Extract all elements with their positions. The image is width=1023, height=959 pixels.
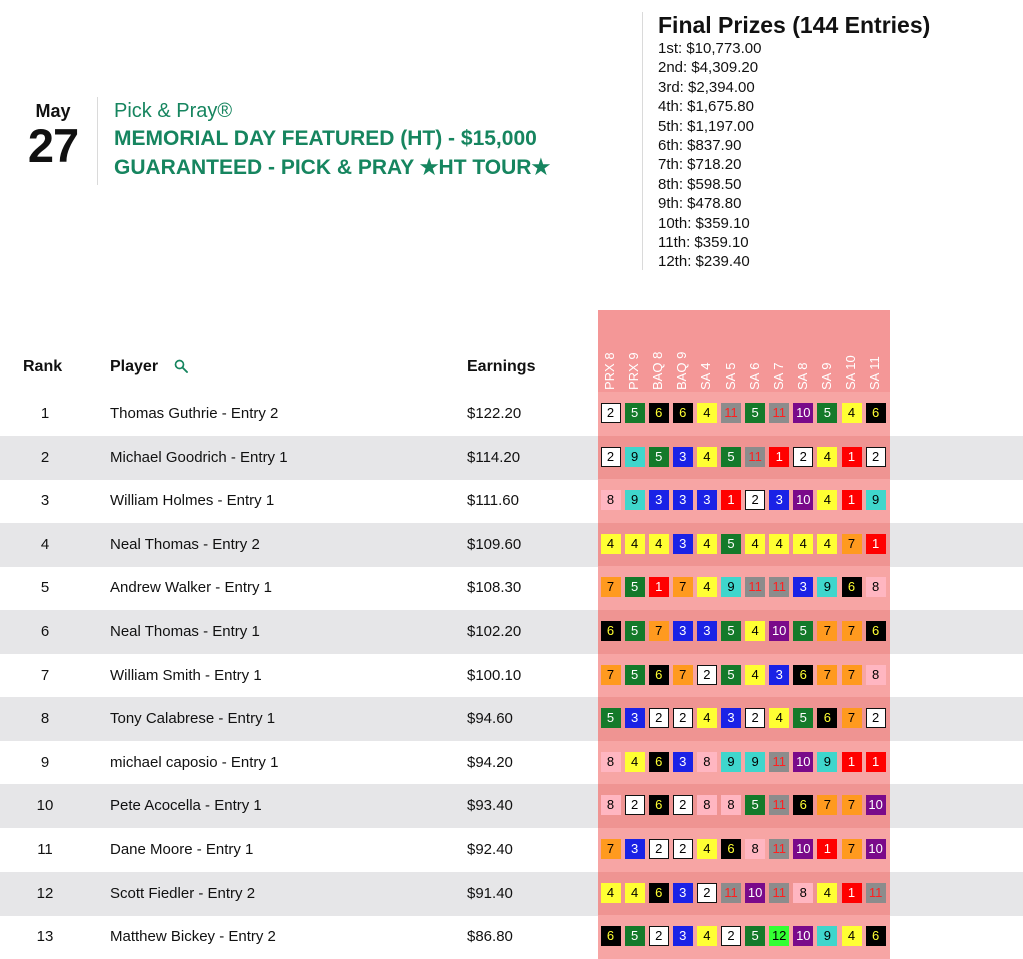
pick-badge: 7 — [817, 621, 837, 641]
prize-line: 1st: $10,773.00 — [658, 40, 762, 57]
pick-badge: 7 — [601, 839, 621, 859]
earnings-cell: $92.40 — [467, 841, 513, 858]
rank-header[interactable]: Rank — [23, 358, 63, 375]
pick-badge: 11 — [745, 577, 765, 597]
prize-line: 2nd: $4,309.20 — [658, 59, 759, 77]
pick-badge: 11 — [721, 403, 741, 423]
table-row[interactable] — [0, 741, 1023, 785]
pick-badge: 5 — [625, 621, 645, 641]
pick-badge: 5 — [745, 403, 765, 423]
pick-badge: 11 — [769, 839, 789, 859]
pick-badge: 1 — [769, 447, 789, 467]
pick-badge: 6 — [649, 795, 669, 815]
rank-cell: 12 — [36, 884, 54, 902]
pick-badge: 7 — [673, 665, 693, 685]
pick-badge: 4 — [625, 534, 645, 554]
contest-title-line-2: GUARANTEED - PICK & PRAY ★HT TOUR★ — [114, 156, 551, 179]
earnings-cell: $86.80 — [467, 928, 513, 946]
earnings-cell: $94.20 — [467, 753, 513, 771]
pick-badge: 5 — [601, 708, 621, 728]
table-row[interactable] — [0, 566, 1023, 610]
pick-badge: 3 — [793, 577, 813, 597]
pick-badge: 6 — [866, 926, 886, 946]
pick-badge: 3 — [673, 447, 693, 467]
pick-badge: 7 — [842, 621, 862, 641]
pick-badge: 7 — [842, 708, 862, 728]
pick-badge: 2 — [866, 447, 886, 467]
table-row[interactable] — [0, 654, 1023, 698]
pick-badge: 2 — [649, 839, 669, 859]
pick-badge: 8 — [793, 883, 813, 903]
pick-badge: 1 — [649, 577, 669, 597]
pick-badge: 2 — [601, 403, 621, 423]
pick-badge: 9 — [745, 752, 765, 772]
pick-badge: 12 — [769, 926, 789, 946]
rank-cell: 8 — [40, 710, 50, 728]
pick-badge: 10 — [793, 926, 813, 946]
pick-badge: 4 — [697, 926, 717, 946]
player-name[interactable]: Neal Thomas - Entry 1 — [110, 623, 260, 640]
pick-badge: 2 — [673, 795, 693, 815]
earnings-cell: $122.20 — [467, 405, 522, 422]
pick-badge: 5 — [817, 403, 837, 423]
race-label: BAQ 8 — [650, 351, 666, 390]
prize-line: 12th: $239.40 — [658, 253, 750, 271]
pick-badge: 9 — [817, 577, 837, 597]
pick-badge: 10 — [793, 839, 813, 859]
pick-badge: 4 — [697, 534, 717, 554]
pick-badge: 2 — [721, 926, 741, 946]
rank-cell: 3 — [40, 492, 50, 510]
prizes-title: Final Prizes (144 Entries) — [658, 12, 931, 38]
pick-badge: 2 — [793, 447, 813, 467]
pick-badge: 1 — [866, 752, 886, 772]
earnings-cell: $111.60 — [467, 492, 519, 510]
pick-badge: 9 — [625, 490, 645, 510]
earnings-cell: $93.40 — [467, 797, 513, 815]
pick-badge: 1 — [817, 839, 837, 859]
pick-badge: 1 — [866, 534, 886, 554]
pick-badge: 4 — [697, 839, 717, 859]
player-name[interactable]: William Smith - Entry 1 — [110, 666, 262, 684]
earnings-cell: $108.30 — [467, 579, 522, 597]
rank-cell: 6 — [40, 623, 50, 640]
pick-badge: 10 — [793, 752, 813, 772]
race-label: PRX 9 — [626, 352, 642, 390]
rank-cell: 2 — [40, 448, 50, 466]
pick-badge: 10 — [793, 490, 813, 510]
pick-badge: 1 — [842, 752, 862, 772]
rank-cell: 5 — [40, 579, 50, 597]
pick-badge: 3 — [697, 621, 717, 641]
pick-badge: 4 — [601, 534, 621, 554]
table-row[interactable] — [0, 828, 1023, 872]
race-label: SA 10 — [843, 355, 858, 390]
prize-line: 9th: $478.80 — [658, 195, 742, 213]
pick-badge: 6 — [842, 577, 862, 597]
pick-badge: 11 — [721, 883, 741, 903]
race-label: BAQ 9 — [674, 351, 690, 390]
pick-badge: 3 — [649, 490, 669, 510]
pick-badge: 6 — [649, 883, 669, 903]
pick-badge: 4 — [697, 447, 717, 467]
pick-badge: 2 — [673, 839, 693, 859]
pick-badge: 5 — [721, 447, 741, 467]
rank-cell: 10 — [36, 797, 54, 815]
earnings-cell: $94.60 — [467, 710, 513, 728]
race-label: SA 4 — [698, 362, 714, 390]
pick-badge: 3 — [721, 708, 741, 728]
rank-cell: 4 — [40, 535, 50, 553]
pick-badge: 9 — [625, 447, 645, 467]
pick-badge: 7 — [842, 534, 862, 554]
pick-badge: 7 — [673, 577, 693, 597]
pick-badge: 5 — [625, 665, 645, 685]
pick-badge: 3 — [673, 926, 693, 946]
pick-badge: 4 — [697, 708, 717, 728]
rank-cell: 7 — [40, 666, 50, 684]
contest-title-line-1: MEMORIAL DAY FEATURED (HT) - $15,000 — [114, 127, 537, 150]
pick-badge: 7 — [817, 795, 837, 815]
player-name[interactable]: Scott Fiedler - Entry 2 — [110, 884, 256, 902]
pick-badge: 6 — [601, 926, 621, 946]
pick-badge: 8 — [601, 752, 621, 772]
table-row[interactable] — [0, 610, 1023, 654]
pick-badge: 4 — [817, 447, 837, 467]
pick-badge: 5 — [745, 795, 765, 815]
pick-badge: 4 — [769, 534, 789, 554]
table-row[interactable] — [0, 784, 1023, 828]
earnings-cell: $91.40 — [467, 884, 513, 902]
pick-badge: 9 — [817, 752, 837, 772]
pick-badge: 8 — [721, 795, 741, 815]
header-divider — [97, 97, 98, 185]
pick-badge: 9 — [817, 926, 837, 946]
prize-line: 8th: $598.50 — [658, 175, 742, 193]
pick-badge: 9 — [866, 490, 886, 510]
pick-badge: 2 — [697, 665, 717, 685]
search-icon[interactable] — [174, 359, 188, 373]
player-name[interactable]: Matthew Bickey - Entry 2 — [110, 928, 276, 946]
pick-badge: 6 — [866, 621, 886, 641]
race-label: SA 9 — [818, 362, 834, 390]
pick-badge: 3 — [625, 839, 645, 859]
player-name[interactable]: Tony Calabrese - Entry 1 — [110, 710, 276, 728]
pick-badge: 11 — [769, 403, 789, 423]
pick-badge: 11 — [769, 577, 789, 597]
earnings-cell: $109.60 — [467, 535, 522, 553]
player-name[interactable]: Andrew Walker - Entry 1 — [110, 579, 272, 597]
prize-line: 10th: $359.10 — [658, 214, 750, 232]
race-label: SA 11 — [867, 356, 883, 390]
pick-badge: 7 — [649, 621, 669, 641]
race-label: PRX 8 — [602, 352, 617, 390]
pick-badge: 6 — [793, 795, 813, 815]
pick-badge: 4 — [817, 534, 837, 554]
pick-badge: 10 — [866, 795, 886, 815]
pick-badge: 4 — [697, 577, 717, 597]
pick-badge: 7 — [842, 665, 862, 685]
pick-badge: 6 — [649, 403, 669, 423]
date-month: May — [35, 101, 71, 121]
earnings-cell: $102.20 — [467, 623, 522, 640]
contest-heading — [114, 98, 634, 182]
player-name[interactable]: William Holmes - Entry 1 — [110, 492, 275, 510]
contest-name: Pick & Pray® — [114, 100, 233, 122]
pick-badge: 1 — [721, 490, 741, 510]
pick-badge: 3 — [673, 621, 693, 641]
pick-badge: 5 — [793, 621, 813, 641]
race-label: SA 8 — [794, 362, 810, 390]
pick-badge: 10 — [769, 621, 789, 641]
pick-badge: 2 — [649, 926, 669, 946]
pick-badge: 3 — [625, 708, 645, 728]
rank-cell: 11 — [37, 841, 53, 858]
pick-badge: 2 — [625, 795, 645, 815]
pick-badge: 1 — [842, 883, 862, 903]
pick-badge: 4 — [649, 534, 669, 554]
prize-line: 4th: $1,675.80 — [658, 98, 754, 116]
player-name[interactable]: Dane Moore - Entry 1 — [110, 841, 254, 858]
pick-badge: 4 — [793, 534, 813, 554]
pick-badge: 5 — [649, 447, 669, 467]
table-row[interactable] — [0, 523, 1023, 567]
table-row[interactable] — [0, 697, 1023, 741]
player-header[interactable]: Player — [110, 358, 159, 375]
earnings-cell: $114.20 — [467, 448, 521, 466]
pick-badge: 4 — [697, 403, 717, 423]
pick-badge: 5 — [721, 665, 741, 685]
rank-cell: 1 — [40, 405, 50, 422]
rank-cell: 9 — [40, 753, 50, 771]
pick-badge: 4 — [817, 883, 837, 903]
pick-badge: 6 — [866, 403, 886, 423]
prize-line: 11th: $359.10 — [658, 234, 749, 252]
pick-badge: 3 — [769, 665, 789, 685]
pick-badge: 8 — [697, 795, 717, 815]
table-row[interactable] — [0, 479, 1023, 523]
table-row[interactable] — [0, 872, 1023, 916]
pick-badge: 11 — [745, 447, 765, 467]
pick-badge: 2 — [649, 708, 669, 728]
race-label: SA 5 — [722, 362, 738, 390]
pick-badge: 4 — [842, 926, 862, 946]
pick-badge: 5 — [793, 708, 813, 728]
player-name[interactable]: Thomas Guthrie - Entry 2 — [110, 405, 279, 422]
table-row[interactable] — [0, 392, 1023, 436]
pick-badge: 6 — [793, 665, 813, 685]
pick-badge: 4 — [769, 708, 789, 728]
pick-badge: 4 — [842, 403, 862, 423]
rank-cell: 13 — [36, 928, 54, 946]
pick-badge: 5 — [625, 926, 645, 946]
pick-badge: 8 — [745, 839, 765, 859]
contest-date — [22, 100, 84, 170]
pick-badge: 6 — [673, 403, 693, 423]
pick-badge: 2 — [601, 447, 621, 467]
pick-badge: 2 — [745, 490, 765, 510]
pick-badge: 3 — [673, 534, 693, 554]
pick-badge: 3 — [673, 490, 693, 510]
pick-badge: 8 — [601, 490, 621, 510]
prize-line: 5th: $1,197.00 — [658, 117, 754, 135]
race-label: SA 6 — [746, 362, 762, 390]
race-label: SA 7 — [770, 362, 786, 390]
pick-badge: 7 — [842, 795, 862, 815]
pick-badge: 7 — [601, 665, 621, 685]
pick-badge: 2 — [866, 708, 886, 728]
pick-badge: 10 — [793, 403, 813, 423]
player-name[interactable]: Michael Goodrich - Entry 1 — [110, 448, 288, 466]
pick-badge: 4 — [625, 883, 645, 903]
pick-badge: 2 — [673, 708, 693, 728]
pick-badge: 5 — [625, 577, 645, 597]
pick-badge: 1 — [842, 447, 862, 467]
pick-badge: 4 — [625, 752, 645, 772]
pick-badge: 6 — [817, 708, 837, 728]
pick-badge: 2 — [745, 708, 765, 728]
pick-badge: 11 — [769, 752, 789, 772]
pick-badge: 8 — [866, 665, 886, 685]
pick-badge: 3 — [673, 883, 693, 903]
pick-badge: 3 — [769, 490, 789, 510]
pick-badge: 7 — [601, 577, 621, 597]
pick-badge: 5 — [721, 534, 741, 554]
pick-badge: 7 — [842, 839, 862, 859]
pick-badge: 4 — [601, 883, 621, 903]
pick-badge: 3 — [673, 752, 693, 772]
pick-badge: 4 — [745, 621, 765, 641]
pick-badge: 1 — [842, 490, 862, 510]
pick-badge: 5 — [721, 621, 741, 641]
pick-badge: 5 — [745, 926, 765, 946]
pick-badge: 11 — [866, 883, 886, 903]
pick-badge: 9 — [721, 752, 741, 772]
pick-badge: 2 — [697, 883, 717, 903]
pick-badge: 10 — [745, 883, 765, 903]
table-row[interactable] — [0, 436, 1023, 480]
pick-badge: 6 — [649, 665, 669, 685]
pick-badge: 7 — [817, 665, 837, 685]
prizes-divider — [642, 12, 643, 270]
pick-badge: 8 — [697, 752, 717, 772]
pick-badge: 8 — [866, 577, 886, 597]
pick-badge: 6 — [721, 839, 741, 859]
pick-badge: 11 — [769, 883, 789, 903]
pick-badge: 6 — [601, 621, 621, 641]
prize-line: 3rd: $2,394.00 — [658, 78, 755, 96]
earnings-cell: $100.10 — [467, 666, 522, 684]
pick-badge: 9 — [721, 577, 741, 597]
prize-line: 7th: $718.20 — [658, 156, 742, 174]
pick-badge: 4 — [745, 534, 765, 554]
player-name[interactable]: Neal Thomas - Entry 2 — [110, 535, 260, 553]
pick-badge: 10 — [866, 839, 886, 859]
date-day: 27 — [27, 119, 79, 172]
pick-badge: 3 — [697, 490, 717, 510]
player-name[interactable]: Pete Acocella - Entry 1 — [110, 797, 262, 815]
table-row[interactable] — [0, 915, 1023, 959]
pick-badge: 4 — [745, 665, 765, 685]
pick-badge: 11 — [769, 795, 789, 815]
pick-badge: 5 — [625, 403, 645, 423]
earnings-header[interactable]: Earnings — [467, 358, 536, 375]
prize-line: 6th: $837.90 — [658, 137, 742, 155]
pick-badge: 6 — [649, 752, 669, 772]
pick-badge: 8 — [601, 795, 621, 815]
pick-badge: 4 — [817, 490, 837, 510]
player-name[interactable]: michael caposio - Entry 1 — [110, 753, 279, 771]
